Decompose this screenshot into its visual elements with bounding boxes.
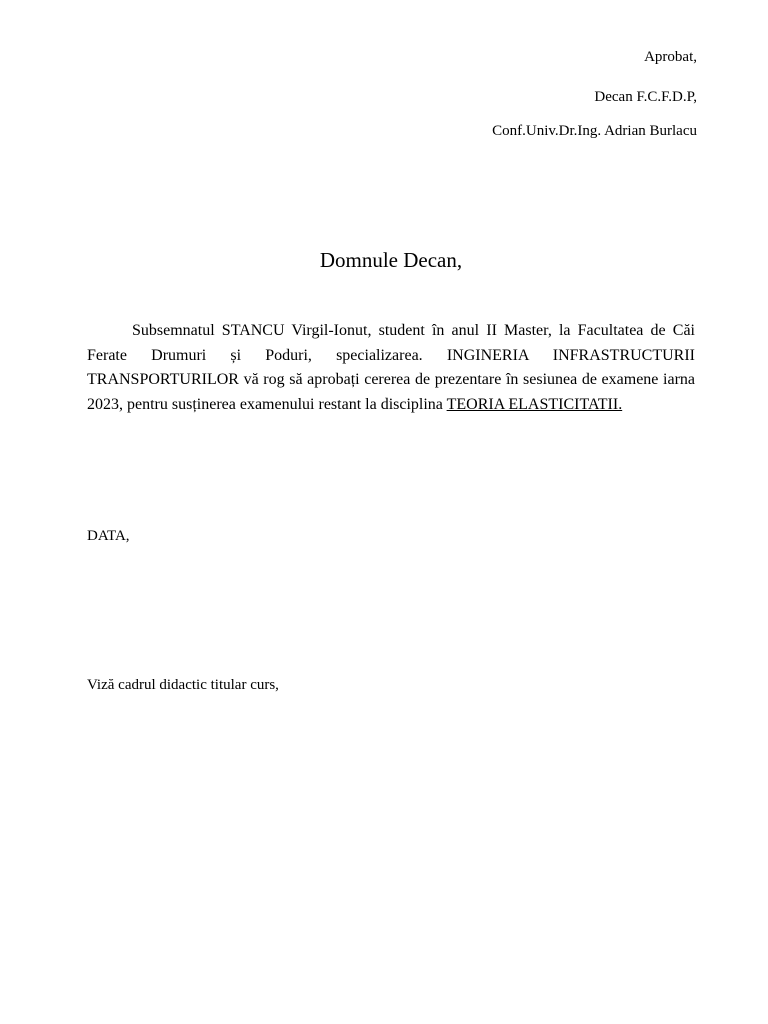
date-label: DATA, xyxy=(87,528,130,544)
discipline-name: TEORIA ELASTICITATII. xyxy=(446,395,623,413)
request-paragraph xyxy=(87,319,695,417)
dean-title: Decan F.C.F.D.P, xyxy=(594,89,697,105)
dean-name: Conf.Univ.Dr.Ing. Adrian Burlacu xyxy=(492,123,697,139)
approval-label: Aprobat, xyxy=(644,49,697,65)
visa-label: Viză cadrul didactic titular curs, xyxy=(87,677,279,693)
request-text: Subsemnatul STANCU Virgil-Ionut, student în anul II Master, la Facultatea de Căi Ferate Drumuri și Poduri, specializarea. INGINERIA INFRASTRUCTURII TRANSPORTURILOR vă rog să aprobați cererea de prezentare în sesiunea de examene iarna 2023, pentru susținerea examenului restant la disciplina xyxy=(87,322,695,413)
salutation-heading: Domnule Decan, xyxy=(319,248,463,272)
